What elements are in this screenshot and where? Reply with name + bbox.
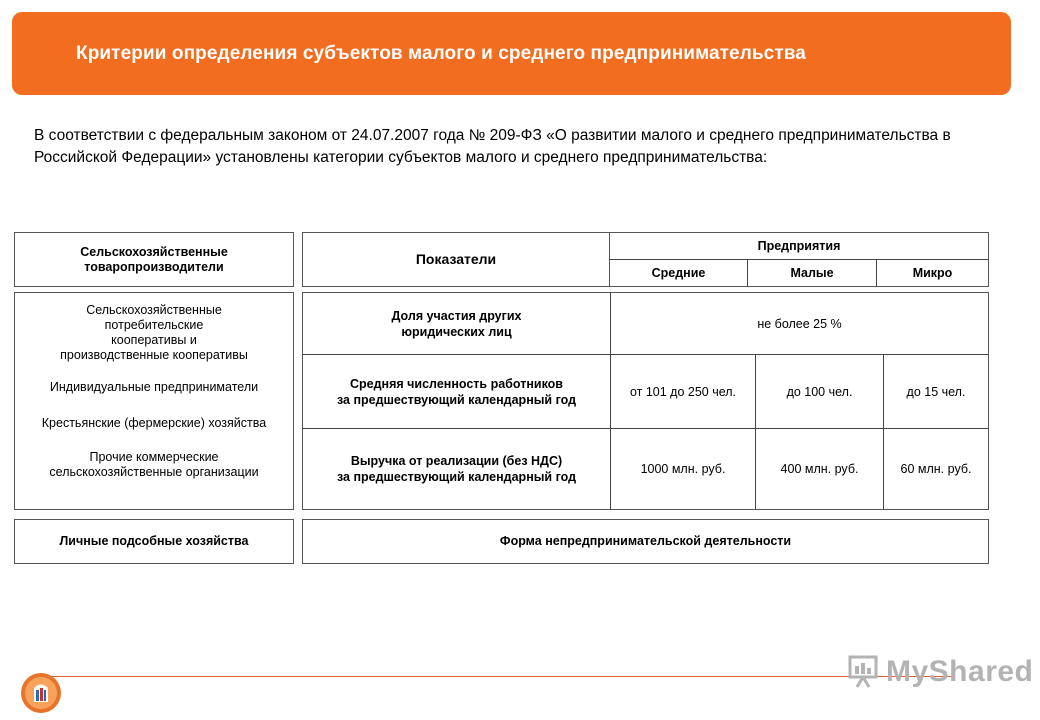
column-small: Малые	[790, 266, 834, 280]
employees-small: до 100 чел.	[786, 384, 853, 399]
left-footer-box: Личные подсобные хозяйства	[14, 519, 294, 564]
left-item-entrepreneurs: Индивидуальные предприниматели	[49, 380, 259, 394]
row-value-share: не более 25 %	[757, 316, 842, 331]
brand-watermark	[848, 655, 1033, 689]
table-footer-box: Форма непредпринимательской деятельности	[302, 519, 989, 564]
row-label-employees: Средняя численность работников за предшествующий календарный год	[336, 376, 577, 407]
left-header-box: Сельскохозяйственные товаропроизводители	[14, 232, 294, 287]
indicators-header: Показатели	[302, 232, 610, 287]
revenue-small: 400 млн. руб.	[780, 462, 859, 476]
column-medium: Средние	[651, 266, 706, 280]
enterprises-header: Предприятия	[757, 239, 841, 253]
revenue-medium: 1000 млн. руб.	[640, 462, 726, 476]
page-title: Критерии определения субъектов малого и среднего предпринимательства	[76, 42, 806, 64]
footer-rule	[30, 676, 955, 677]
row-label-share: Доля участия других юридических лиц	[391, 308, 522, 339]
emblem-icon	[20, 672, 62, 714]
title-banner	[12, 12, 1011, 95]
revenue-micro: 60 млн. руб.	[900, 462, 972, 476]
left-item-cooperatives: Сельскохозяйственные потребительские кооперативы и производственные кооперативы	[60, 303, 248, 362]
left-category-list	[14, 292, 294, 510]
left-item-other-orgs: Прочие коммерческие сельскохозяйственные организации	[49, 450, 259, 479]
left-item-farms: Крестьянские (фермерские) хозяйства	[41, 416, 267, 430]
presentation-icon	[848, 655, 880, 689]
brand-name: MyShared	[886, 655, 1034, 688]
intro-paragraph: В соответствии с федеральным законом от 24.07.2007 года № 209-ФЗ «О развитии малого и среднего предпринимательства в Российской Федерации» установлены категории субъектов малого и среднего предпринимательства:	[34, 127, 951, 166]
column-micro: Микро	[912, 266, 953, 280]
employees-micro: до 15 чел.	[906, 384, 966, 399]
row-label-revenue: Выручка от реализации (без НДС) за предшествующий календарный год	[336, 454, 577, 484]
employees-medium: от 101 до 250 чел.	[629, 384, 737, 399]
